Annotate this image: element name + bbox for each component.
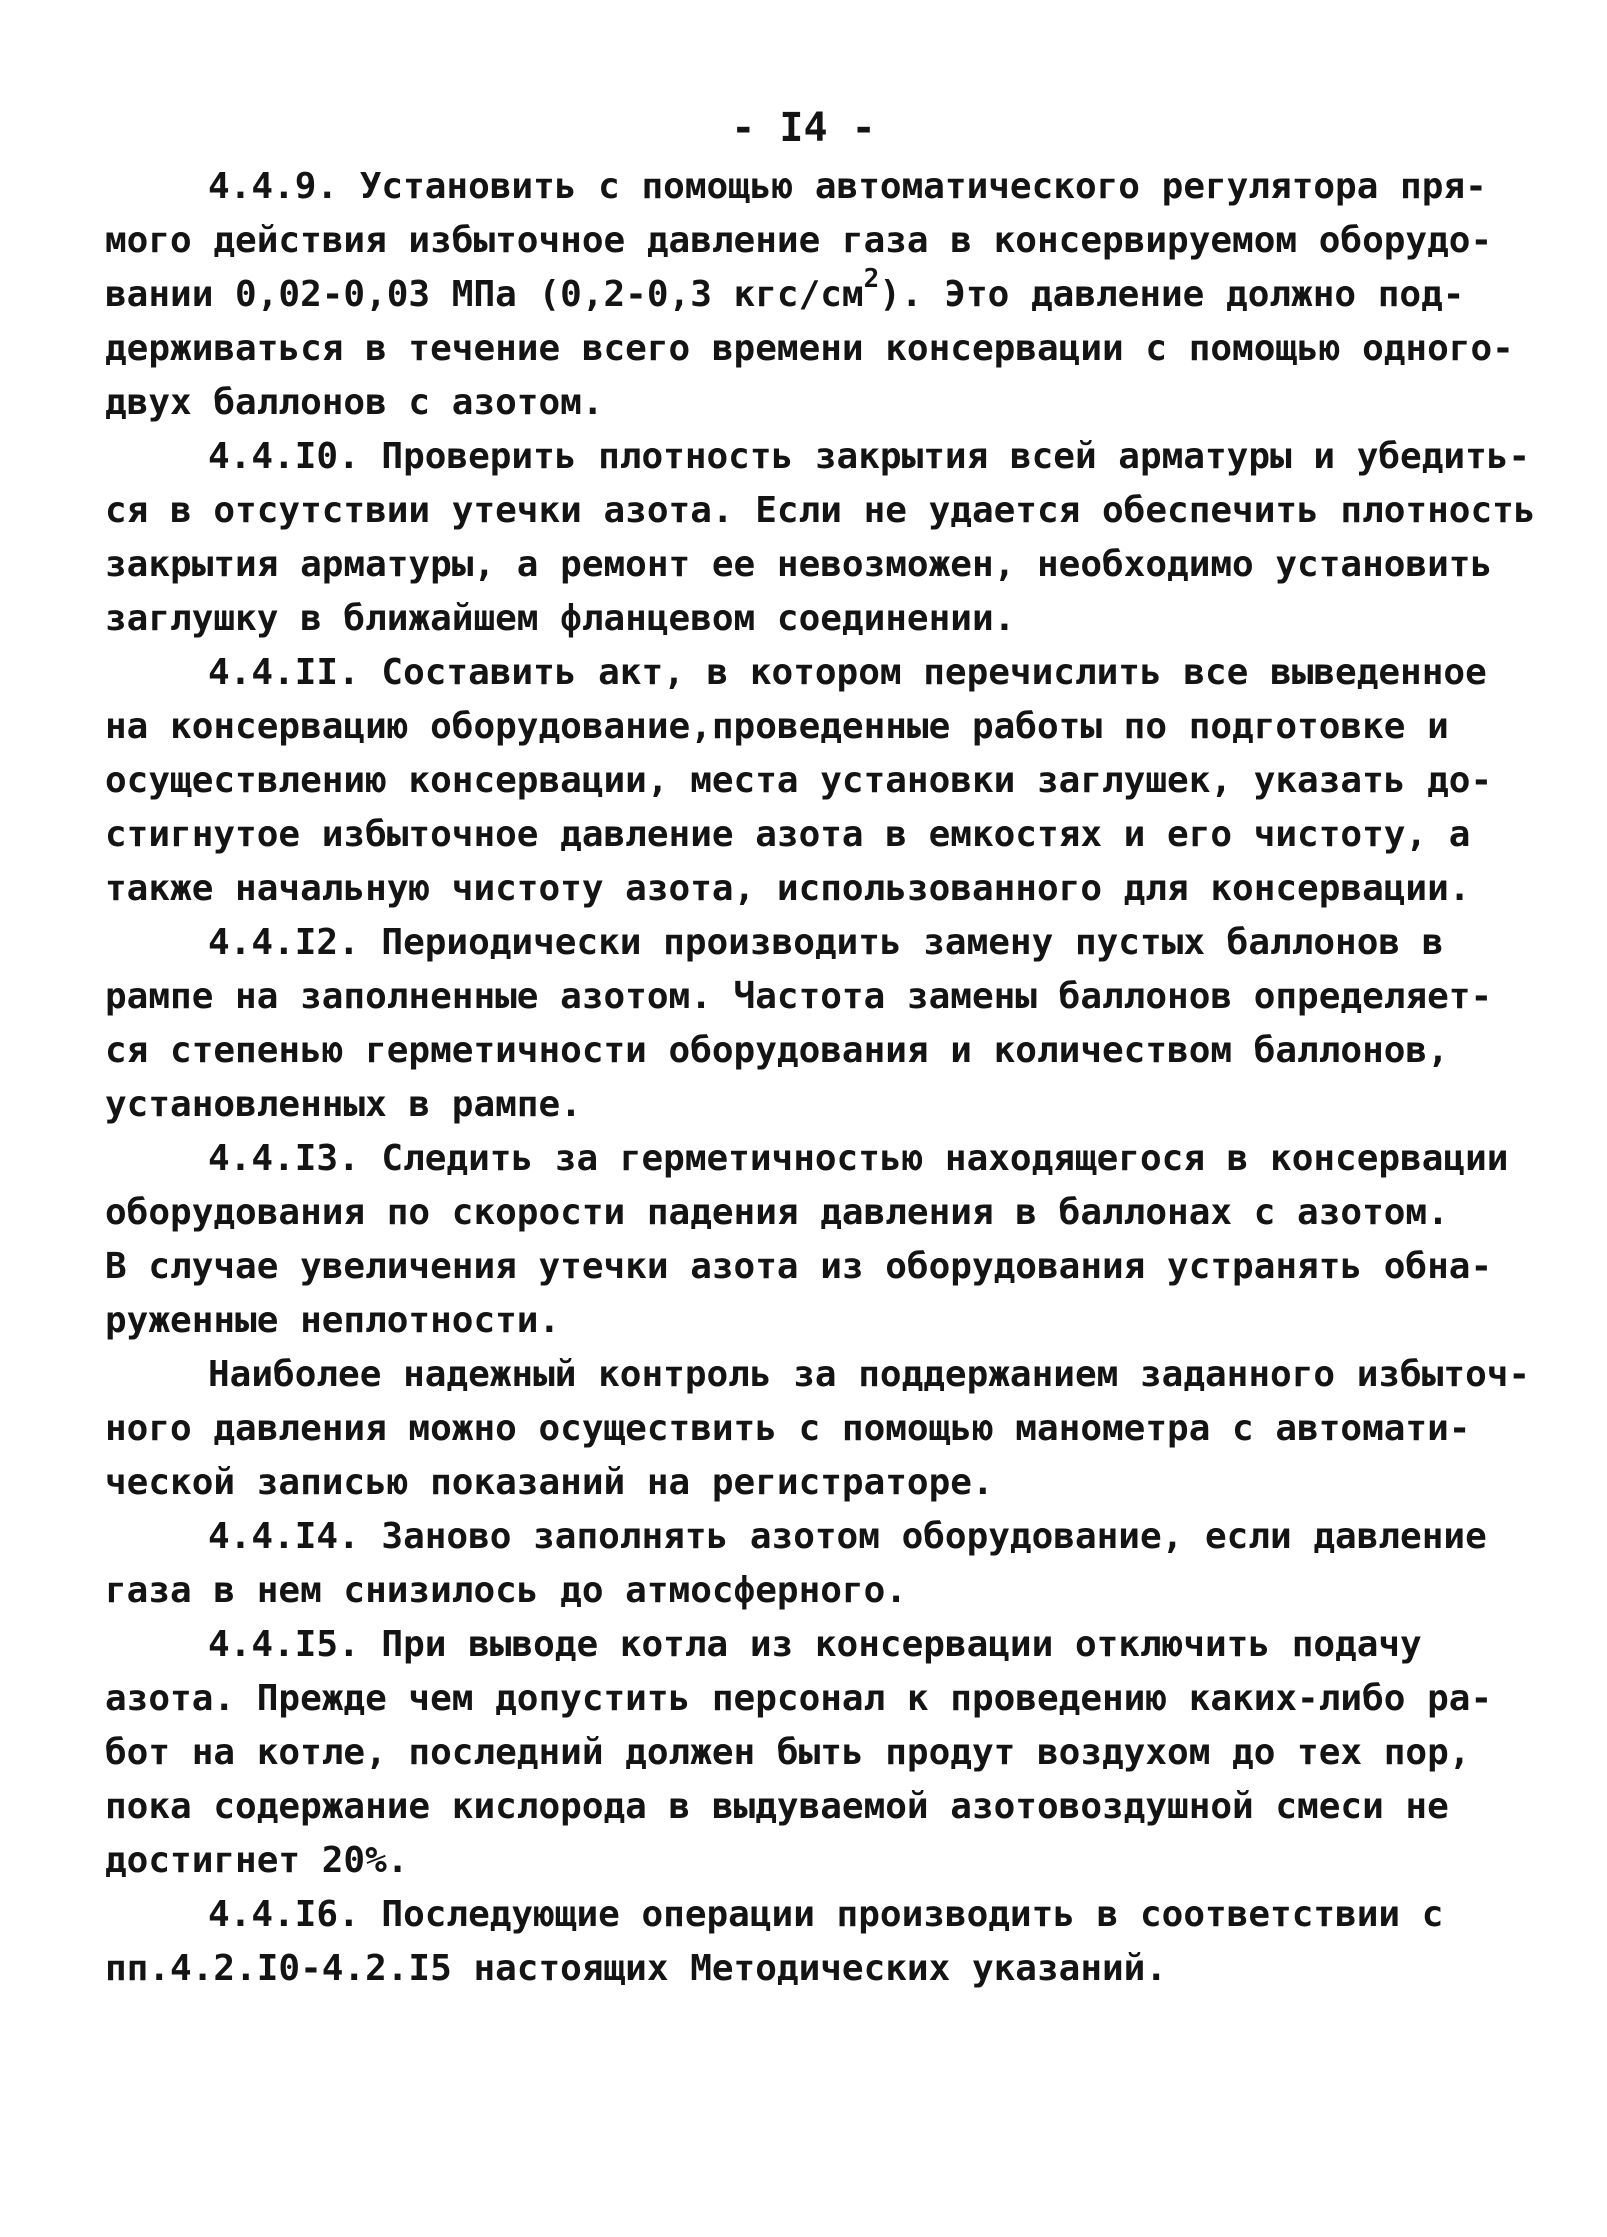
text-line: стигнутое избыточное давление азота в емкостях и его чистоту, а — [105, 814, 1471, 855]
text-line: 4.4.II. Составить акт, в котором перечислить все выведенное — [208, 652, 1487, 693]
paragraph-4-4-12 — [105, 916, 1515, 1132]
text-line: 4.4.I4. Заново заполнять азотом оборудование, если давление — [208, 1516, 1487, 1557]
text-line: ся в отсутствии утечки азота. Если не удается обеспечить плотность — [105, 490, 1536, 531]
text-line: ся степенью герметичности оборудования и количеством баллонов, — [105, 1030, 1449, 1071]
paragraph-4-4-9 — [105, 160, 1515, 430]
text-line: пп.4.2.I0-4.2.I5 настоящих Методических указаний. — [105, 1948, 1168, 1989]
body-text — [105, 160, 1536, 1996]
text-line: рампе на заполненные азотом. Частота замены баллонов определяет- — [105, 976, 1493, 1017]
text-line: закрытия арматуры, а ремонт ее невозможен, необходимо установить — [105, 544, 1493, 585]
text-line: 4.4.I2. Периодически производить замену пустых баллонов в — [208, 922, 1444, 963]
text-line: на консервацию оборудование,проведенные работы по подготовке и — [105, 706, 1449, 747]
text-line: заглушку в ближайшем фланцевом соединении. — [105, 598, 1016, 639]
text-segment: ). Это давление должно под- — [879, 274, 1465, 315]
text-line: руженные неплотности. — [105, 1300, 561, 1341]
text-line: 4.4.I0. Проверить плотность закрытия всей арматуры и убедить- — [208, 436, 1531, 477]
paragraph-control-note — [105, 1348, 1531, 1510]
text-line: пока содержание кислорода в выдуваемой азотовоздушной смеси не — [105, 1786, 1449, 1827]
paragraph-4-4-13 — [105, 1132, 1515, 1348]
text-line: ного давления можно осуществить с помощью манометра с автомати- — [105, 1408, 1471, 1449]
text-line: 4.4.I5. При выводе котла из консервации отключить подачу — [208, 1624, 1422, 1665]
text-line: В случае увеличения утечки азота из оборудования устранять обна- — [105, 1246, 1493, 1287]
text-line: 4.4.I3. Следить за герметичностью находящегося в консервации — [208, 1138, 1509, 1179]
text-line: держиваться в течение всего времени консервации с помощью одного- — [105, 328, 1514, 369]
text-line: азота. Прежде чем допустить персонал к проведению каких-либо ра- — [105, 1678, 1493, 1719]
text-line: осуществлению консервации, места установки заглушек, указать до- — [105, 760, 1493, 801]
text-line-with-superscript — [105, 264, 1515, 322]
text-line: Наиболее надежный контроль за поддержанием заданного избыточ- — [208, 1354, 1531, 1395]
text-line: ческой записью показаний на регистраторе. — [105, 1462, 994, 1503]
superscript-2: 2 — [863, 264, 880, 294]
text-line: достигнет 20%. — [105, 1840, 409, 1881]
text-segment: вании 0,02-0,03 МПа (0,2-0,3 кгс/см — [105, 274, 864, 315]
paragraph-4-4-11 — [105, 646, 1515, 916]
text-line: также начальную чистоту азота, использованного для консервации. — [105, 868, 1471, 909]
paragraph-4-4-10 — [105, 430, 1536, 646]
text-line: газа в нем снизилось до атмосферного. — [105, 1570, 907, 1611]
text-line: 4.4.9. Установить с помощью автоматического регулятора пря- — [208, 166, 1487, 207]
text-line: двух баллонов с азотом. — [105, 382, 604, 423]
paragraph-4-4-15 — [105, 1618, 1515, 1888]
page-number: - I4 - — [731, 105, 876, 151]
text-line: бот на котле, последний должен быть продут воздухом до тех пор, — [105, 1732, 1471, 1773]
text-line: установленных в рампе. — [105, 1084, 582, 1125]
paragraph-4-4-14 — [105, 1510, 1515, 1618]
paragraph-4-4-16 — [105, 1888, 1515, 1996]
text-line: 4.4.I6. Последующие операции производить в соответствии с — [208, 1894, 1444, 1935]
text-line: оборудования по скорости падения давления в баллонах с азотом. — [105, 1192, 1449, 1233]
text-line: мого действия избыточное давление газа в консервируемом оборудо- — [105, 220, 1493, 261]
